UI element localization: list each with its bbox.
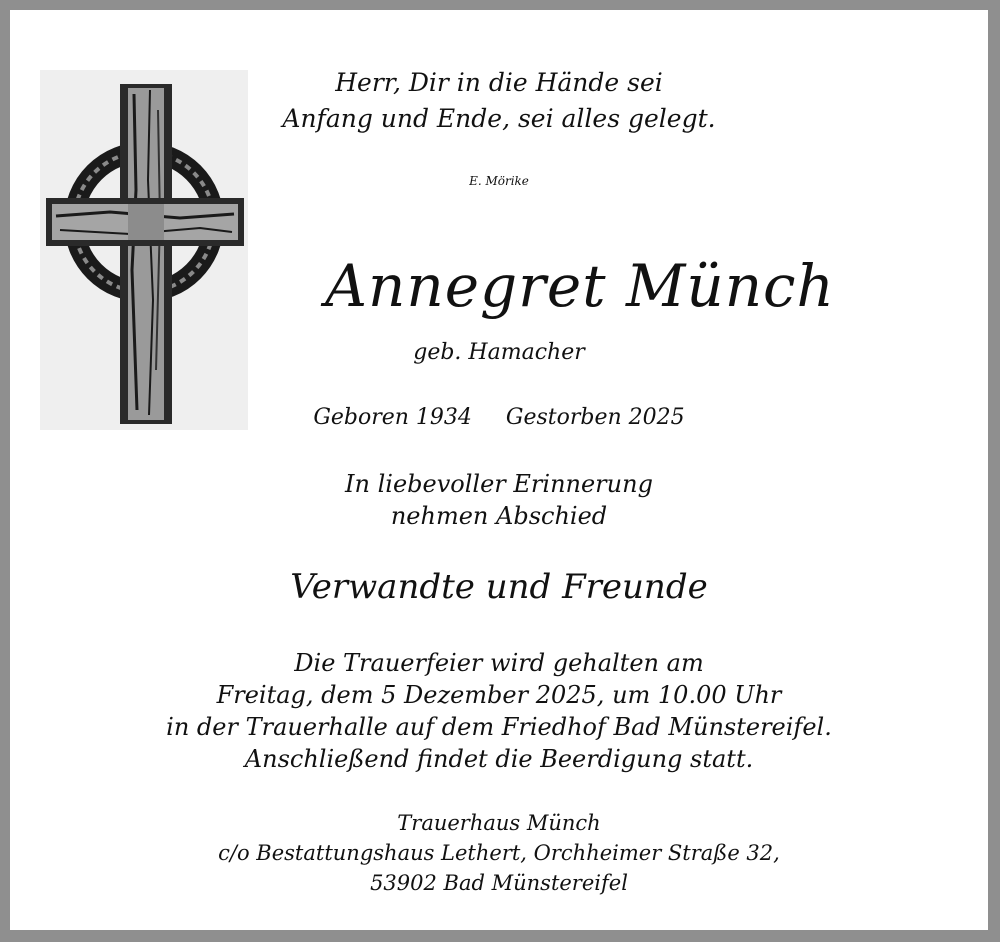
obituary-notice (10, 10, 988, 930)
quote-author: E. Mörike (469, 174, 529, 188)
service-line-4: Anschließend findet die Beerdigung statt. (244, 745, 754, 773)
life-dates (10, 407, 988, 429)
deceased-name: Annegret Münch (325, 252, 835, 320)
birth-year: Geboren 1934 (313, 405, 472, 430)
farewell-line-2: nehmen Abschied (390, 502, 608, 530)
service-line-3: in der Trauerhalle auf dem Friedhof Bad Münstereifel. (166, 713, 832, 741)
contact-line-3: 53902 Bad Münstereifel (370, 871, 628, 895)
contact-line-1: Trauerhaus Münch (397, 811, 601, 835)
quote-line-1: Herr, Dir in die Hände sei (335, 68, 663, 97)
quote-line-2: Anfang und Ende, sei alles gelegt. (282, 104, 716, 133)
farewell-line-1: In liebevoller Erinnerung (345, 470, 653, 498)
service-line-2: Freitag, dem 5 Dezember 2025, um 10.00 Uhr (216, 681, 782, 709)
maiden-name: geb. Hamacher (413, 340, 585, 365)
death-year: Gestorben 2025 (505, 405, 685, 430)
service-line-1: Die Trauerfeier wird gehalten am (294, 649, 704, 677)
mourners: Verwandte und Freunde (290, 567, 708, 607)
contact-line-2: c/o Bestattungshaus Lethert, Orchheimer Straße 32, (218, 841, 780, 865)
